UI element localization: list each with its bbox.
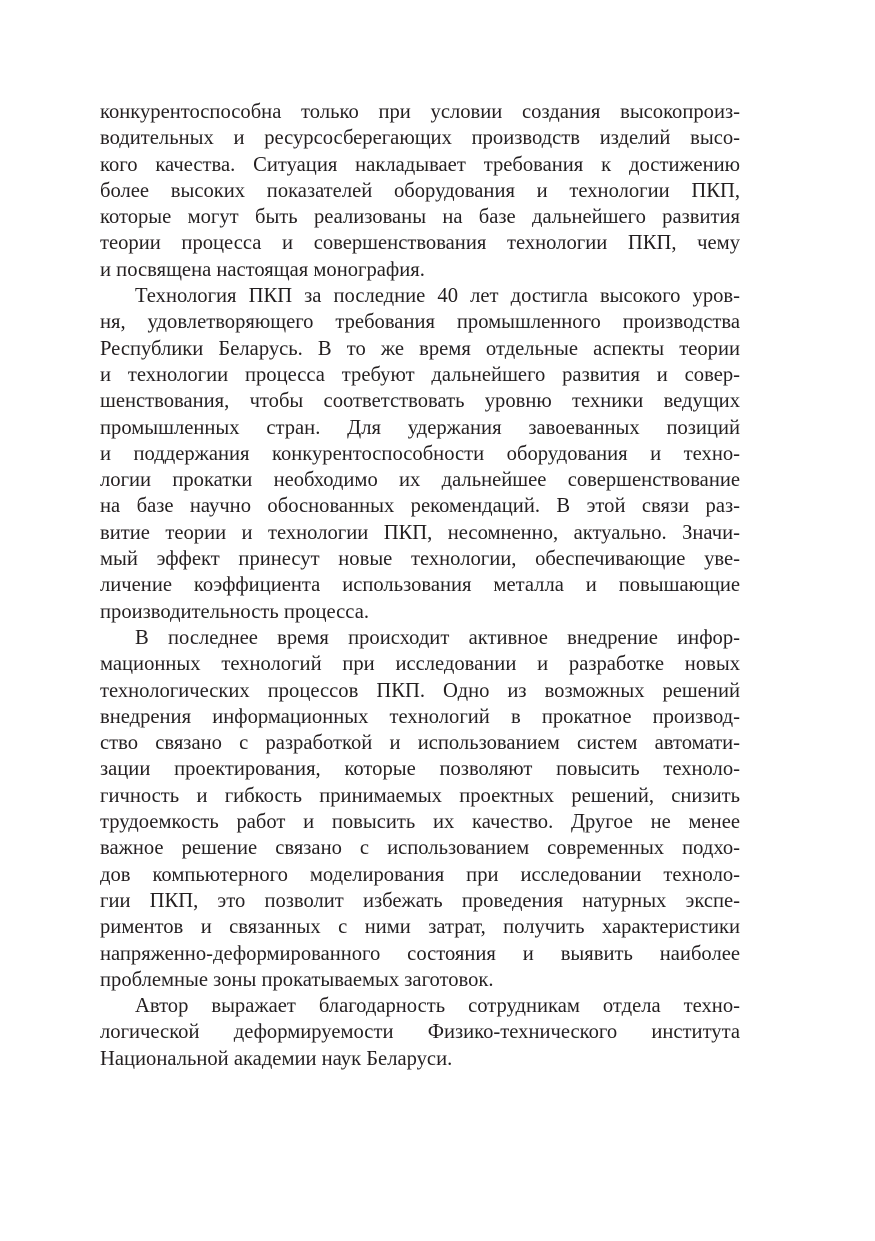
text-line: и поддержания конкурентоспособности оборудования и техно- <box>100 442 740 465</box>
text-line: гичность и гибкость принимаемых проектных решений, снизить <box>100 784 740 807</box>
text-line: гии ПКП, это позволит избежать проведения натурных экспе- <box>100 889 740 912</box>
text-line: Технология ПКП за последние 40 лет достигла высокого уров- <box>135 285 740 308</box>
document-page <box>100 99 740 1072</box>
paragraph-2 <box>100 283 740 625</box>
text-line: важное решение связано с использованием современных подхо- <box>100 837 740 860</box>
text-line: Республики Беларусь. В то же время отдельные аспекты теории <box>100 337 740 360</box>
text-line: ство связано с разработкой и использованием систем автомати- <box>100 732 740 755</box>
text-line: логии прокатки необходимо их дальнейшее совершенствование <box>100 469 740 492</box>
text-line: которые могут быть реализованы на базе дальнейшего развития <box>100 206 740 229</box>
text-line: мый эффект принесут новые технологии, обеспечивающие уве- <box>100 548 740 571</box>
text-line: зации проектирования, которые позволяют повысить техноло- <box>100 758 740 781</box>
text-line: трудоемкость работ и повысить их качество. Другое не менее <box>100 811 740 834</box>
paragraph-3 <box>100 625 740 993</box>
paragraph-4 <box>100 993 740 1072</box>
text-line: кого качества. Ситуация накладывает требования к достижению <box>100 153 740 176</box>
text-line: Автор выражает благодарность сотрудникам отдела техно- <box>135 995 740 1018</box>
text-line: на базе научно обоснованных рекомендаций. В этой связи раз- <box>100 495 740 518</box>
text-line: производительность процесса. <box>100 600 369 623</box>
paragraph-1 <box>100 99 740 283</box>
text-line: внедрения информационных технологий в прокатное производ- <box>100 705 740 728</box>
text-line: технологических процессов ПКП. Одно из возможных решений <box>100 679 740 702</box>
text-line: мационных технологий при исследовании и разработке новых <box>100 653 740 676</box>
text-line: водительных и ресурсосберегающих производств изделий высо- <box>100 127 740 150</box>
text-line: риментов и связанных с ними затрат, получить характеристики <box>100 916 740 939</box>
text-line: витие теории и технологии ПКП, несомненно, актуально. Значи- <box>100 521 740 544</box>
text-line: более высоких показателей оборудования и технологии ПКП, <box>100 179 740 202</box>
text-line: напряженно-деформированного состояния и выявить наиболее <box>100 942 740 965</box>
text-line: промышленных стран. Для удержания завоеванных позиций <box>100 416 740 439</box>
text-line: личение коэффициента использования металла и повышающие <box>100 574 740 597</box>
text-line: и посвящена настоящая монография. <box>100 258 425 281</box>
text-line: конкурентоспособна только при условии создания высокопроиз- <box>100 101 740 123</box>
text-line: шенствования, чтобы соответствовать уровню техники ведущих <box>100 390 740 413</box>
text-line: В последнее время происходит активное внедрение инфор- <box>135 626 740 649</box>
text-line: ня, удовлетворяющего требования промышленного производства <box>100 311 740 334</box>
text-line: и технологии процесса требуют дальнейшего развития и совер- <box>100 363 740 386</box>
text-line: Национальной академии наук Беларуси. <box>100 1047 453 1070</box>
text-line: теории процесса и совершенствования технологии ПКП, чему <box>100 232 740 255</box>
text-line: логической деформируемости Физико-технического института <box>100 1021 740 1044</box>
text-line: проблемные зоны прокатываемых заготовок. <box>100 968 494 991</box>
text-line: дов компьютерного моделирования при исследовании техноло- <box>100 863 740 886</box>
